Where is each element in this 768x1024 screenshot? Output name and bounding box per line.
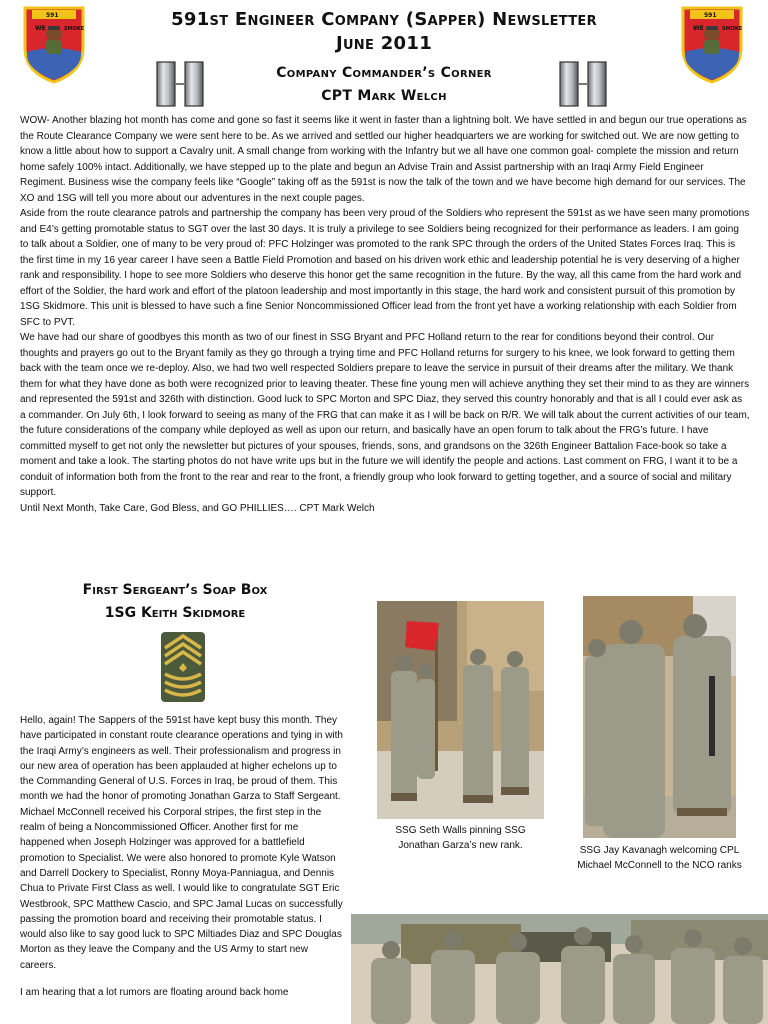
commander-name: CPT Mark Welch xyxy=(321,88,447,104)
first-sergeant-name: 1SG Keith Skidmore xyxy=(104,605,246,621)
crest-left-text: WE xyxy=(693,25,704,32)
commander-paragraph: WOW- Another blazing hot month has come and gone so fast it seems like it went in faster than a lightning bolt. We have settled in and begun our true operations as the Route Clearance Company we were sent here to be. As we arrived and settled our higher headquarters we are working for switched out. We are now getting to know a little about how to support a Cavalry unit. A small change from working with the Infantry but we all have one common goal- complete the mission and return home safely 100% intact. Additionally, we have stepped up to the plate and begun an Advise Train and Assist partnership with an Iraqi Army Field Engineer Regiment. Business wise the company feels like “Google” taking off as the 591st is now the talk of the town and we have become high demand for our services. The XO and 1SG will tell you more about our adventures in the next couple pages. xyxy=(20,115,747,204)
commander-paragraph: Aside from the route clearance patrols and partnership the company has been very proud of the Soldiers who represent the 591st as we have seen many promotions and E4’s getting promotable status to SGT over the last 30 days. It is truly a privilege to see Soldiers being recognized for their performance as leaders. I am going to talk about a Soldier, one of many to be very proud of: PFC Holzinger was promoted to the rank SPC through the orders of the United States Forces Iraq. This is the first time in my 16 year career I have seen a Battle Field Promotion and based on his driven work ethic and leadership potential he is very deserving of a higher rank and responsibility. I hope to see more Soldiers who deserve this honor get the same recognition in the future. By the way, all this came from the hard work and effort of the Soldier, the hard work and effort of the platoon leadership and most importantly in this stage, the hard work and consistent pursuit of this promotion by 1SG Skidmore. This unit is blessed to have such a fine Senior Noncommissioned Officer lead from the front yet have a working relationship with each Soldier from SFC to PVT. xyxy=(20,208,750,328)
commander-article xyxy=(20,113,750,516)
captain-rank-bars-icon xyxy=(154,60,206,108)
crest-number: 591 xyxy=(46,12,59,19)
first-sergeant-article xyxy=(20,713,345,1000)
photo-caption-garza: SSG Seth Walls pinning SSG Jonathan Garza’s new rank. xyxy=(395,825,526,851)
crest-right-text: SMOKE xyxy=(64,26,85,32)
first-sergeant-section-title: First Sergeant’s Soap Box xyxy=(82,582,268,598)
crest-left-text: WE xyxy=(35,25,46,32)
company-crest-right xyxy=(680,4,744,84)
commander-paragraph: We have had our share of goodbyes this month as two of our finest in SSG Bryant and PFC Holland return to the rear for conditions beyond their control. Our thoughts and prayers go out to the Bryant family as they go through a trying time and PFC Holland returns for surgery to his knee, we look forward to getting them back with the team once we re-deploy. Also, we had two well respected Soldiers prepare to leave the service in pursuit of their dreams after the military. We thank them for what they have done as both were recognized prior to leaving theater. These fine young men will achieve anything they set their mind to as they are winners and represented the 591st and 326th with distinction. Good luck to SPC Morton and SPC Diaz, they served this country honorably and that is all I could ever ask as a commander. On July 6th, I look forward to seeing as many of the FRG that can make it as I will be back on R/R. We will talk about the current activities of our team, the future considerations of the company while deployed as well as upon our return, and basically have an open forum to talk about the FRG’s future. I have committed myself to get not only the newsletter but pictures of your spouses, friends, sons, and grandsons on the 326th Engineer Battalion Face-book so take a moment and take a look. The starting photos do not have write ups but in the future we will identify the people and actions. Last comment on FRG, I want it to be a conduit of information both from the front to the rear and rear to the front, a friendly group who look forward to getting together, and a source of social and military support. xyxy=(20,332,750,498)
first-sergeant-chevron-icon xyxy=(161,632,205,702)
promotion-photo-garza xyxy=(377,601,544,819)
commander-signoff: Until Next Month, Take Care, God Bless, and GO PHILLIES…. CPT Mark Welch xyxy=(20,502,375,514)
photo-caption-mcconnell: SSG Jay Kavanagh welcoming CPL Michael McConnell to the NCO ranks xyxy=(577,845,742,871)
commander-section-title: Company Commander’s Corner xyxy=(276,65,492,81)
first-sergeant-paragraph: Hello, again! The Sappers of the 591st have kept busy this month. They have participated in constant route clearance operations and tying in with the Iraqi Army’s engineers as well. Their professionalism and progress in our new area of operation has been applauded at higher echelons up to the Commanding General of U.S. Forces in Iraq, be proud of them. This month we had the honor of promoting Jonathan Garza to Staff Sergeant. Michael McConnell received his Corporal stripes, the first step in the realm of being a Noncommissioned Officer. Another first for me happened when Joseph Holzinger was approved for a battlefield promotion to Specialist. We were also honored to promote Kyle Watson and Darrell Dockery to Specialist, Ronny Moya-Panniagua, and Dennis Chua to Private First Class as well. I would like to congratulate SGT Eric Westbrook, SPC Matthew Cascio, and SPC Jamal Lucas on successfully passing the promotion board and receiving their promotable status. I would also like to say good luck to SPC Miltiades Diaz and SPC Douglas Morton as they leave the Company and the US Army to start new careers. xyxy=(20,715,343,971)
soldiers-group-photo xyxy=(351,914,768,1024)
first-sergeant-paragraph: I am hearing that a lot rumors are floating around back home xyxy=(20,987,289,999)
crest-number: 591 xyxy=(704,12,717,19)
newsletter-date: June 2011 xyxy=(335,33,433,54)
promotion-photo-mcconnell xyxy=(583,596,736,838)
newsletter-title: 591st Engineer Company (Sapper) Newsletter xyxy=(171,9,597,30)
company-crest-left xyxy=(22,4,86,84)
crest-right-text: SMOKE xyxy=(722,26,743,32)
captain-rank-bars-icon xyxy=(557,60,609,108)
